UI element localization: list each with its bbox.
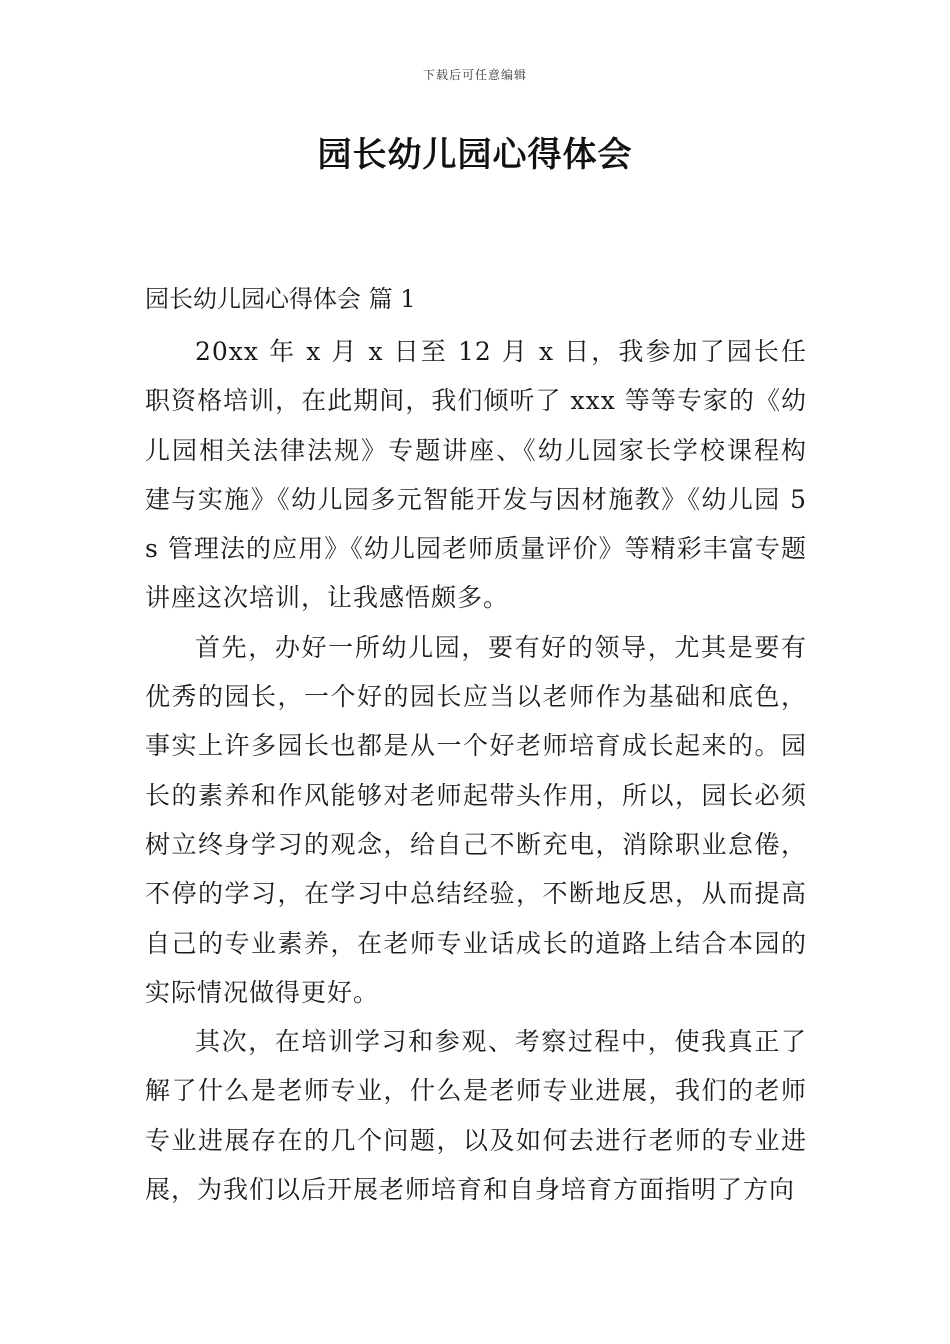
section-heading: 园长幼儿园心得体会 篇 1	[145, 285, 416, 313]
document-title: 园长幼儿园心得体会	[317, 135, 633, 175]
header-note: 下载后可任意编辑	[422, 68, 527, 82]
paragraph-1: 20xx 年 x 月 x 日至 12 月 x 日，我参加了园长任职资格培训，在此期间，我们倾听了 xxx 等等专家的《幼儿园相关法律法规》专题讲座、《幼儿园家长学校课程构建与实施》《幼儿园多元智能开发与因材施教》《幼儿园 5s 管理法的应用》《幼儿园老师质量评价》等精彩丰富专题讲座这次培训，让我感悟颇多。	[145, 337, 807, 613]
document-body	[145, 327, 807, 1214]
paragraph-2: 首先，办好一所幼儿园，要有好的领导，尤其是要有优秀的园长，一个好的园长应当以老师作为基础和底色，事实上许多园长也都是从一个好老师培育成长起来的。园长的素养和作风能够对老师起带头作用，所以，园长必须树立终身学习的观念，给自己不断充电，消除职业怠倦，不停的学习，在学习中总结经验，不断地反思，从而提高自己的专业素养，在老师专业话成长的道路上结合本园的实际情况做得更好。	[145, 632, 807, 1007]
paragraph-3: 其次，在培训学习和参观、考察过程中，使我真正了解了什么是老师专业，什么是老师专业进展，我们的老师专业进展存在的几个问题，以及如何去进行老师的专业进展，为我们以后开展老师培育和自身培育方面指明了方向	[145, 1027, 807, 1205]
